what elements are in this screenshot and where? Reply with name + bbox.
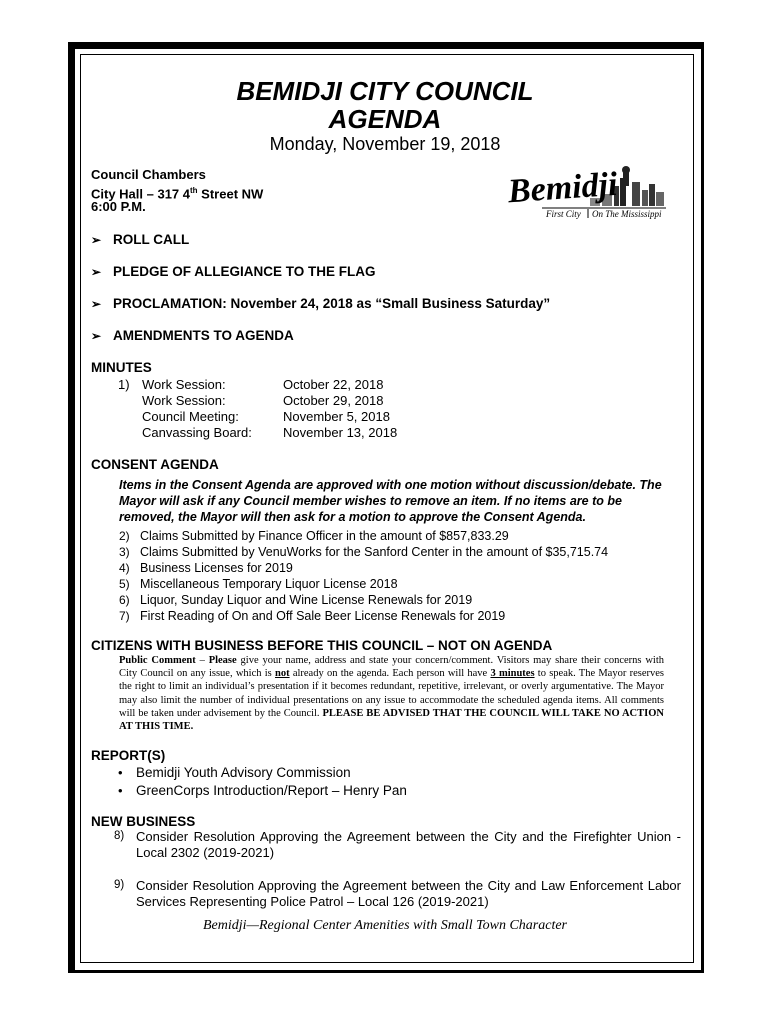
report-item: GreenCorps Introduction/Report – Henry Pan — [136, 783, 407, 798]
minutes-name: Canvassing Board: — [142, 425, 252, 440]
consent-item-text: Claims Submitted by Finance Officer in the amount of $857,833.29 — [140, 529, 509, 543]
consent-item-number: 5) — [119, 577, 130, 591]
consent-item-text: Claims Submitted by VenuWorks for the Sanford Center in the amount of $35,715.74 — [140, 545, 609, 559]
new-business-number: 9) — [114, 879, 125, 891]
logo-tagline-right: On The Mississippi — [592, 209, 662, 219]
consent-item-number: 7) — [119, 609, 130, 623]
agenda-item-pledge: ➢ PLEDGE OF ALLEGIANCE TO THE FLAG — [91, 264, 376, 279]
consent-item-number: 2) — [119, 529, 130, 543]
bullet-dot-icon: • — [118, 765, 123, 780]
new-business-heading: NEW BUSINESS — [91, 814, 196, 829]
agenda-item-roll-call: ➢ ROLL CALL — [91, 232, 190, 247]
agenda-item-amendments: ➢ AMENDMENTS TO AGENDA — [91, 328, 294, 343]
arrow-bullet-icon: ➢ — [91, 297, 102, 311]
footer-slogan: Bemidji—Regional Center Amenities with Small Town Character — [203, 918, 567, 933]
new-business-number: 8) — [114, 830, 125, 842]
reports-heading: REPORT(S) — [91, 748, 166, 763]
public-comment-paragraph: Public Comment – Please give your name, address and state your concern/comment. Visitors may share their concerns with City Council on any issue, which is not already on the agenda. Each person will have 3 minutes to speak. The Mayor reserves the right to limit an individual’s presentation if it becomes redundant, repetitive, irrelevant, or overly argumentative. The Mayor may also limit the number of individual presentations on any issue to accommodate the scheduled agenda items. All comments will be taken under advisement by the Council. PLEASE BE ADVISED THAT THE COUNCIL WILL TAKE NO ACTION AT THIS TIME. — [119, 655, 664, 733]
consent-item-text: Miscellaneous Temporary Liquor License 2018 — [140, 577, 398, 591]
location-line-1: Council Chambers — [91, 167, 206, 182]
new-business-item: Consider Resolution Approving the Agreement between the City and Law Enforcement Labor Services Representing Police Patrol – Local 126 (2019-2021) — [136, 878, 681, 909]
minutes-name: Work Session: — [142, 377, 226, 392]
consent-item-text: First Reading of On and Off Sale Beer License Renewals for 2019 — [140, 609, 506, 623]
logo-tagline-left: First City — [546, 209, 581, 219]
new-business-item: Consider Resolution Approving the Agreement between the City and the Firefighter Union - Local 2302 (2019-2021) — [136, 829, 681, 860]
bullet-dot-icon: • — [118, 783, 123, 798]
minutes-date: October 22, 2018 — [283, 377, 384, 392]
consent-item-number: 6) — [119, 593, 130, 607]
arrow-bullet-icon: ➢ — [91, 265, 102, 279]
minutes-name: Council Meeting: — [142, 409, 239, 424]
minutes-heading: MINUTES — [91, 360, 152, 375]
consent-item-number: 4) — [119, 561, 130, 575]
location-line-2: City Hall – 317 4th Street NW — [91, 186, 264, 202]
consent-heading: CONSENT AGENDA — [91, 457, 219, 472]
minutes-number: 1) — [118, 377, 130, 392]
bemidji-logo — [502, 160, 668, 220]
consent-item-text: Liquor, Sunday Liquor and Wine License Renewals for 2019 — [140, 593, 473, 607]
consent-item-number: 3) — [119, 545, 130, 559]
consent-intro: Items in the Consent Agenda are approved with one motion without discussion/debate. The Mayor will ask if any Council member wishes to remove an item. If no items are to be removed, the Mayor will then ask for a motion to approve the Consent Agenda. — [119, 478, 662, 524]
minutes-name: Work Session: — [142, 393, 226, 408]
arrow-bullet-icon: ➢ — [91, 329, 102, 343]
meeting-date: Monday, November 19, 2018 — [269, 134, 501, 154]
title-line-1: BEMIDJI CITY COUNCIL — [236, 76, 534, 106]
minutes-date: November 13, 2018 — [283, 425, 398, 440]
minutes-date: October 29, 2018 — [283, 393, 384, 408]
citizens-heading: CITIZENS WITH BUSINESS BEFORE THIS COUNCIL – NOT ON AGENDA — [91, 638, 553, 653]
agenda-item-proclamation: ➢ PROCLAMATION: November 24, 2018 as “Small Business Saturday” — [91, 296, 551, 311]
title-line-2: AGENDA — [328, 104, 442, 134]
logo-wordmark: Bemidji — [506, 165, 619, 211]
minutes-date: November 5, 2018 — [283, 409, 390, 424]
report-item: Bemidji Youth Advisory Commission — [136, 765, 351, 780]
location-line-3: 6:00 P.M. — [91, 199, 146, 214]
arrow-bullet-icon: ➢ — [91, 233, 102, 247]
consent-item-text: Business Licenses for 2019 — [140, 561, 293, 575]
